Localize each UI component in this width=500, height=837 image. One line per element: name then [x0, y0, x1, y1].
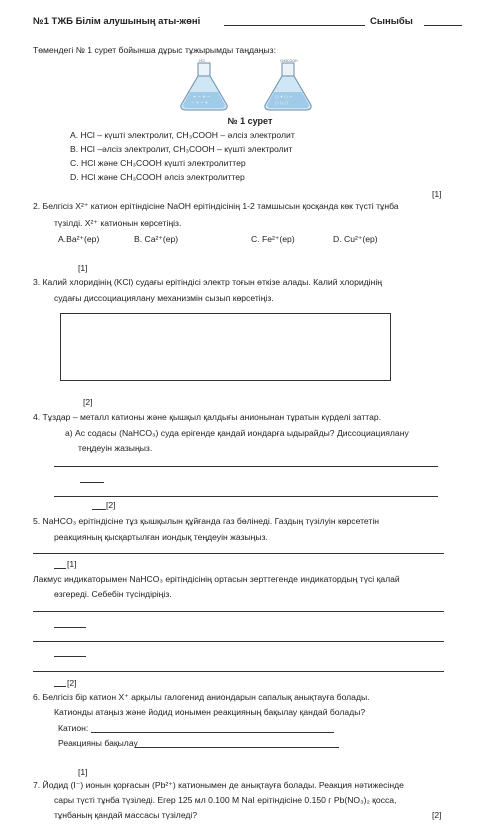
q6-text-line1: 6. Белгісіз бір катион X⁺ арқылы галогенид аниондарын сапалық анықтауға болады.: [33, 692, 370, 702]
svg-text:+ − + −: + − + −: [193, 94, 211, 99]
q2-score: [1]: [78, 263, 88, 273]
q5-part2-line2: өзгереді. Себебін түсіндіріңіз.: [54, 589, 172, 599]
svg-text:− + − +: − + − +: [191, 100, 209, 105]
q4-subquestion-line2: теңдеуін жазыңыз.: [78, 443, 153, 453]
figure-caption: № 1 сурет: [227, 116, 273, 126]
q4-answer-line-1[interactable]: [54, 466, 438, 467]
q5-part2-answer-line-4[interactable]: [54, 656, 86, 657]
q1-option-b[interactable]: B. HCl –әлсіз электролит, CH₃COOH – күшті электролит: [70, 144, 293, 154]
q7-text-line3: тұнбаның қандай массасы түзіледі?: [54, 810, 198, 820]
q3-drawing-box[interactable]: [60, 313, 391, 381]
q4-text: 4. Тұздар – металл катионы және қышқыл қалдығы анионынан тұратын күрделі заттар.: [33, 412, 382, 422]
q2-option-c[interactable]: C. Fe²⁺(ер): [251, 234, 295, 244]
name-blank[interactable]: [224, 25, 365, 26]
q2-option-d[interactable]: D. Cu²⁺(ер): [333, 234, 378, 244]
class-blank[interactable]: [424, 25, 462, 26]
q6-score: [1]: [78, 767, 88, 777]
q6-observation-label: Реакцияны бақылау: [58, 738, 138, 748]
q5-score1: [1]: [67, 559, 77, 569]
svg-text:○ + ○ −: ○ + ○ −: [275, 94, 293, 99]
flask-left-icon: [181, 63, 227, 110]
svg-text:○ ○ ○: ○ ○ ○: [275, 100, 289, 105]
header-title: №1 ТЖБ Білім алушының аты-жөні: [33, 16, 201, 27]
q6-cation-label: Катион:: [58, 723, 89, 733]
q1-option-c[interactable]: C. HCl және CH₃COOH күшті электролиттер: [70, 158, 246, 168]
q3-text-line1: 3. Калий хлоридінің (KCl) судағы ерітіндісі электр тоғын өткізе алады. Калий хлоридінің: [33, 277, 382, 287]
class-label: Сыныбы: [370, 16, 413, 27]
q1-instruction: Төмендегі № 1 сурет бойынша дұрыс тұжырымды таңдаңыз:: [33, 45, 277, 55]
q1-score: [1]: [432, 189, 442, 199]
q2-text-line2: түзілді. X²⁺ катионын көрсетіңіз.: [54, 218, 182, 228]
q3-text-line2: судағы диссоциациялану механизмін сызып көрсетіңіз.: [54, 293, 274, 303]
q2-option-b[interactable]: B. Ca²⁺(ер): [134, 234, 179, 244]
flask-right-icon: [265, 63, 311, 110]
q5-part2-answer-line-5[interactable]: [33, 671, 444, 672]
q7-score: [2]: [432, 810, 442, 820]
q4-answer-line-2[interactable]: [80, 482, 104, 483]
q6-cation-answer[interactable]: [91, 732, 334, 733]
q7-text-line1: 7. Йодид (I⁻) ионын қорғасын (Pb²⁺) катионымен де анықтауға болады. Реакция нәтижесінде: [33, 780, 404, 790]
q2-text-line1: 2. Белгісіз X²⁺ катион ерітіндісіне NaOH ерітіндісінің 1-2 тамшысын қосқанда көк түсті тұнба: [33, 201, 399, 211]
q2-option-a[interactable]: A.Ba²⁺(ер): [58, 234, 100, 244]
q5-score2-blank: [54, 686, 66, 687]
q1-option-d[interactable]: D. HCl және CH₃COOH әлсіз электролиттер: [70, 172, 245, 182]
q5-answer-line[interactable]: [33, 553, 444, 554]
q5-part2-line1: Лакмус индикаторымен NaHCO₃ ерітіндісінің ортасын зерттегенде индикатордың түсі қалай: [33, 574, 400, 584]
q5-text-line2: реакцияның қысқартылған иондық теңдеуін жазыңыз.: [54, 532, 268, 542]
q4-score-blank: [92, 509, 106, 510]
flask-right-label: CH3COOH: [280, 59, 298, 63]
q4-score: [2]: [106, 500, 116, 510]
q5-text-line1: 5. NaHCO₃ ерітіндісіне тұз қышқылын құйғанда газ бөлінеді. Газдың түзілуін көрсететін: [33, 516, 379, 526]
q7-text-line2: сары түсті тұнба түзіледі. Егер 125 мл 0.100 М NaI ерітіндісіне 0.150 г Pb(NO₃)₂ қосса,: [54, 795, 397, 805]
q4-answer-line-3[interactable]: [54, 496, 438, 497]
flasks-figure: [175, 58, 325, 114]
q5-score1-blank: [54, 568, 66, 569]
flask-left-label: HCl: [199, 59, 205, 63]
q5-part2-answer-line-2[interactable]: [54, 627, 86, 628]
q1-option-a[interactable]: A. HCl – күшті электролит, CH₃COOH – әлсіз электролит: [70, 130, 295, 140]
q5-score2: [2]: [67, 678, 77, 688]
q5-part2-answer-line-1[interactable]: [33, 611, 444, 612]
q6-observation-answer[interactable]: [135, 747, 339, 748]
q6-text-line2: Катионды атаңыз және йодид ионымен реакцияның бақылау қандай болады?: [54, 707, 366, 717]
q5-part2-answer-line-3[interactable]: [33, 641, 444, 642]
q4-subquestion-line1: a) Ас содасы (NaHCO₃) суда ерігенде қандай иондарға ыдырайды? Диссоциациялану: [65, 428, 409, 438]
q3-score: [2]: [83, 397, 93, 407]
